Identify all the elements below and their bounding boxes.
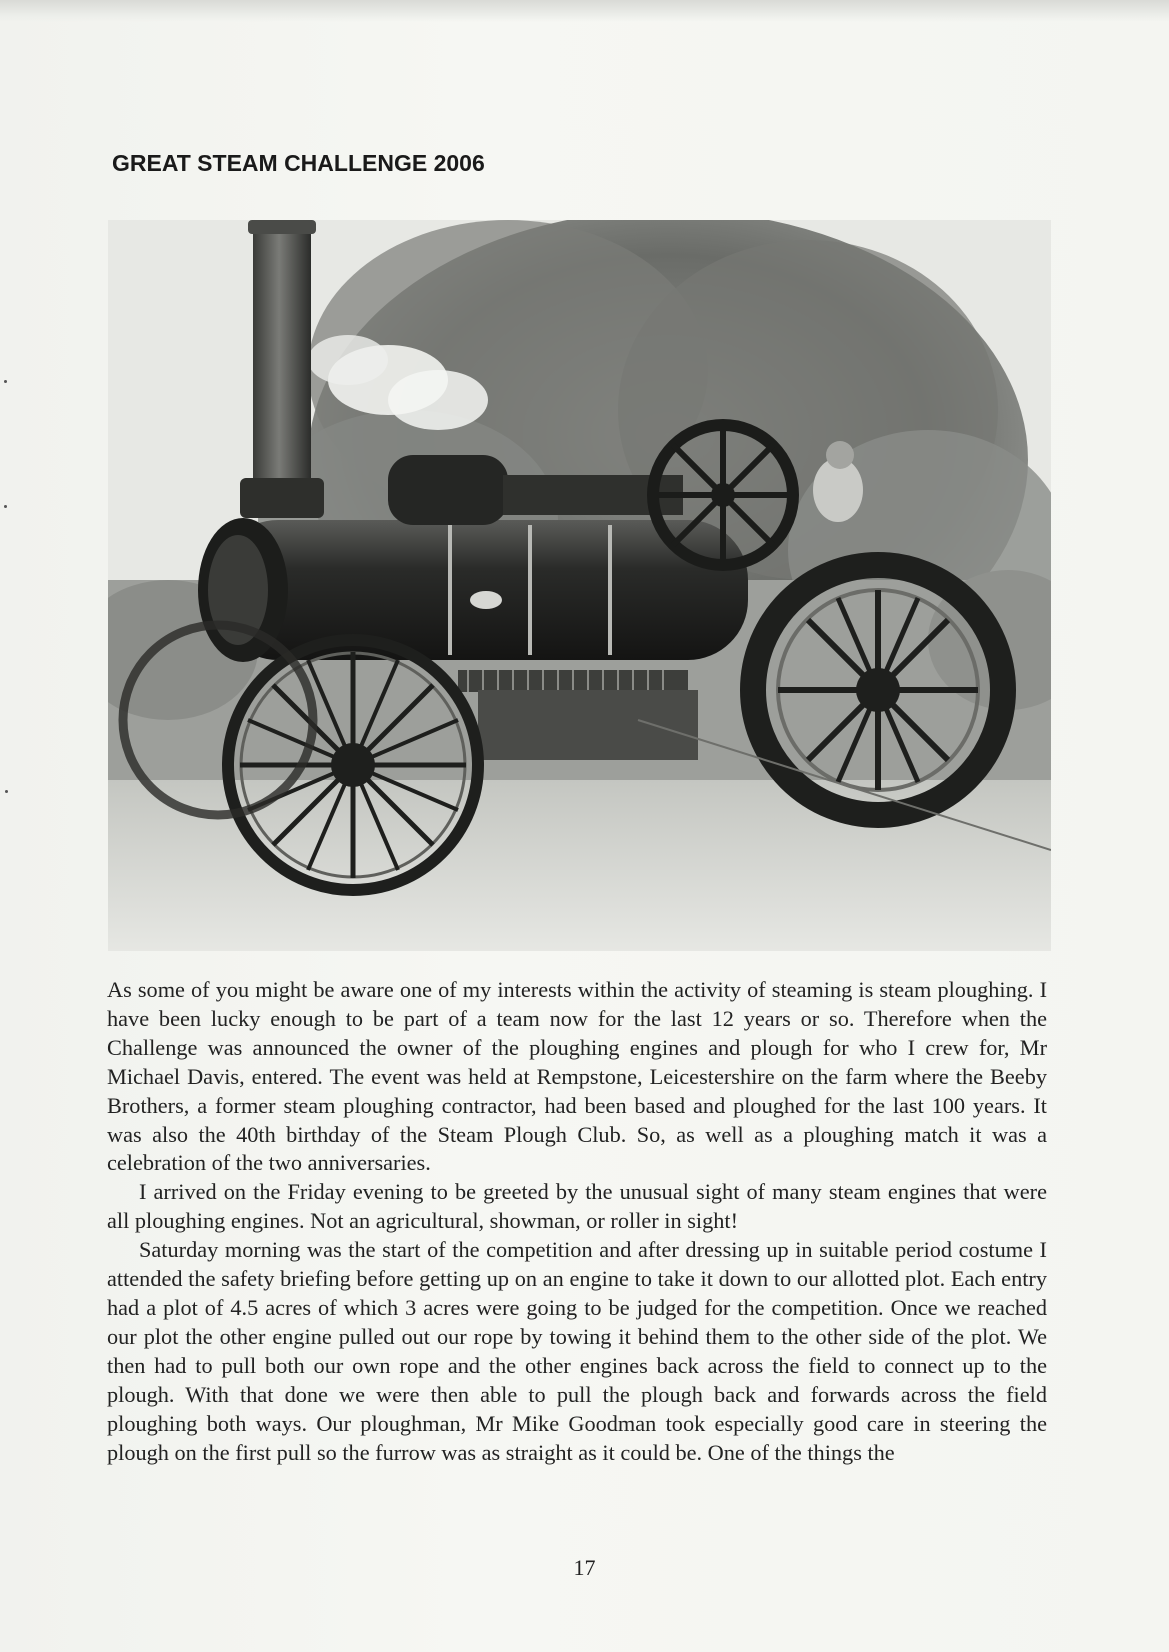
paragraph-2: I arrived on the Friday evening to be greeted by the unusual sight of many steam engines that were all ploughing engines. Not an agricultural, showman, or roller in sight!: [107, 1179, 1047, 1234]
paragraph-1: As some of you might be aware one of my interests within the activity of steaming is steam ploughing. I have been lucky enough to be part of a team now for the last 12 years or so. Therefore when the Challenge was announced the owner of the ploughing engines and plough for who I crew for, Mr Michael Davis, entered. The event was held at Rempstone, Leicestershire on the farm where the Beeby Brothers, a former steam ploughing contractor, had been based and ploughed for the last 100 years. It was also the 40th birthday of the Steam Plough Club. So, as well as a ploughing match it was a celebration of the two anniversaries.: [107, 977, 1047, 1176]
steam-engine-photo: [108, 220, 1051, 951]
steam-engine-illustration: [108, 220, 1051, 951]
article-body: [107, 976, 1047, 1467]
scan-speck: [5, 790, 8, 793]
paragraph-3: Saturday morning was the start of the competition and after dressing up in suitable period costume I attended the safety briefing before getting up on an engine to take it down to our allotted plot. Each entry had a plot of 4.5 acres of which 3 acres were going to be judged for the competition. Once we reached our plot the other engine pulled out our rope by towing it behind them to the other side of the plot. We then had to pull both our own rope and the other engines back across the field to connect up to the plough. With that done we were then able to pull the plough back and forwards across the field ploughing both ways. Our ploughman, Mr Mike Goodman took especially good care in steering the plough on the first pull so the furrow was as straight as it could be. One of the things the: [107, 1237, 1047, 1465]
page-number: 17: [573, 1555, 596, 1580]
scan-speck: [4, 505, 7, 508]
scan-speck: [4, 380, 7, 383]
article-heading: GREAT STEAM CHALLENGE 2006: [112, 150, 485, 176]
scan-edge-shadow: [0, 0, 1169, 22]
